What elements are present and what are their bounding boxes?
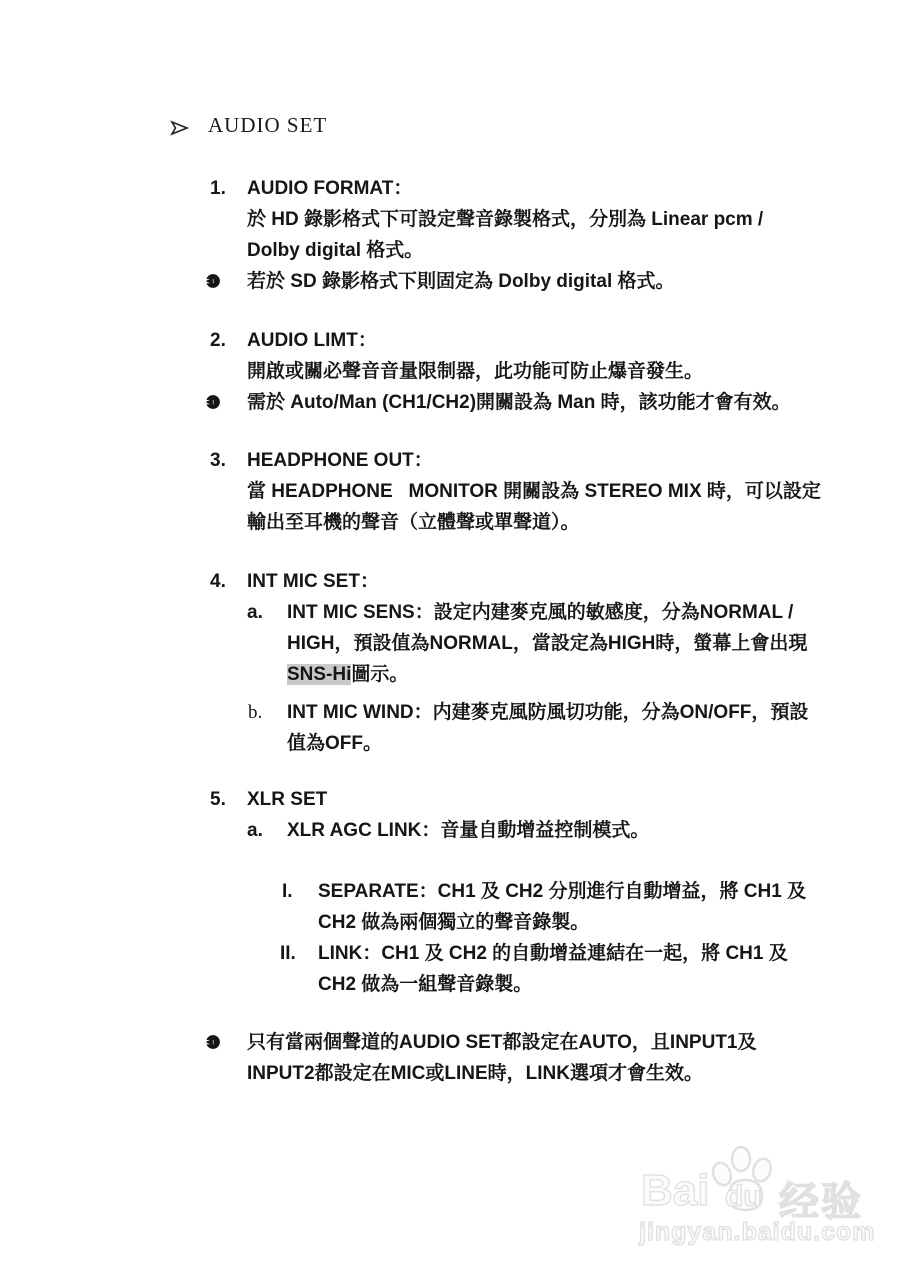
body-line: 輸出至耳機的聲音（立體聲或單聲道）。 <box>247 512 580 533</box>
roman-label-ii: II. <box>280 943 296 964</box>
section-title-audio-format: AUDIO FORMAT： <box>247 178 413 199</box>
sub-item-label-b: b. <box>248 702 263 723</box>
section-title-audio-limt: AUDIO LIMT： <box>247 330 377 351</box>
section-title-int-mic-set: INT MIC SET： <box>247 571 379 592</box>
list-number-4: 4. <box>210 571 226 592</box>
list-number-2: 2. <box>210 330 226 351</box>
body-line: 當 HEADPHONE MONITOR 開關設為 STEREO MIX 時，可以設定 <box>247 481 821 502</box>
line-rest: 圖示。 <box>351 664 409 685</box>
section-title-xlr-set: XLR SET <box>247 789 328 810</box>
note-line: 若於 SD 錄影格式下則固定為 Dolby digital 格式。 <box>247 271 675 292</box>
highlighted-term: SNS-Hi <box>287 664 352 685</box>
circular-arrow-icon <box>205 394 221 410</box>
sub-item-line: XLR AGC LINK：音量自動增益控制模式。 <box>287 820 650 841</box>
note-line: 只有當兩個聲道的AUDIO SET都設定在AUTO，且INPUT1及 <box>247 1032 757 1053</box>
arrowhead-right-icon <box>170 119 190 137</box>
watermark-url: jingyan.baidu.com <box>639 1218 876 1246</box>
roman-item-line: CH2 做為兩個獨立的聲音錄製。 <box>318 912 590 933</box>
watermark-brand-prefix: Bai <box>641 1166 710 1215</box>
note-line: INPUT2都設定在MIC或LINE時，LINK選項才會生效。 <box>247 1063 704 1084</box>
body-line: 於 HD 錄影格式下可設定聲音錄製格式，分別為 Linear pcm / <box>247 209 764 230</box>
sub-item-label-a: a. <box>247 820 263 841</box>
sub-item-line: INT MIC SENS：設定内建麥克風的敏感度，分為NORMAL / <box>287 602 794 623</box>
note-line: 需於 Auto/Man (CH1/CH2)開關設為 Man 時，該功能才會有效。 <box>247 392 791 413</box>
watermark <box>633 1148 903 1268</box>
sub-item-line: 值為OFF。 <box>287 733 382 754</box>
roman-item-line: CH2 做為一組聲音錄製。 <box>318 974 533 995</box>
roman-item-line: SEPARATE：CH1 及 CH2 分別進行自動增益，將 CH1 及 <box>318 881 807 902</box>
body-line: 開啟或關必聲音音量限制器，此功能可防止爆音發生。 <box>247 361 704 382</box>
sub-item-line <box>287 662 408 688</box>
sub-item-line: INT MIC WIND：内建麥克風防風切功能，分為ON/OFF，預設 <box>287 702 809 723</box>
circular-arrow-icon <box>205 273 221 289</box>
watermark-brand-cn: 经验 <box>779 1180 863 1224</box>
circular-arrow-icon <box>205 1034 221 1050</box>
body-line: Dolby digital 格式。 <box>247 240 424 261</box>
list-number-1: 1. <box>210 178 226 199</box>
list-number-5: 5. <box>210 789 226 810</box>
page-title: AUDIO SET <box>208 113 328 137</box>
section-title-headphone-out: HEADPHONE OUT： <box>247 450 433 471</box>
roman-item-line: LINK：CH1 及 CH2 的自動增益連結在一起，將 CH1 及 <box>318 943 788 964</box>
sub-item-line: HIGH，預設值為NORMAL，當設定為HIGH時，螢幕上會出現 <box>287 633 808 654</box>
watermark-brand-suffix: du <box>725 1180 762 1213</box>
list-number-3: 3. <box>210 450 226 471</box>
roman-label-i: I. <box>282 881 293 902</box>
sub-item-label-a: a. <box>247 602 263 623</box>
